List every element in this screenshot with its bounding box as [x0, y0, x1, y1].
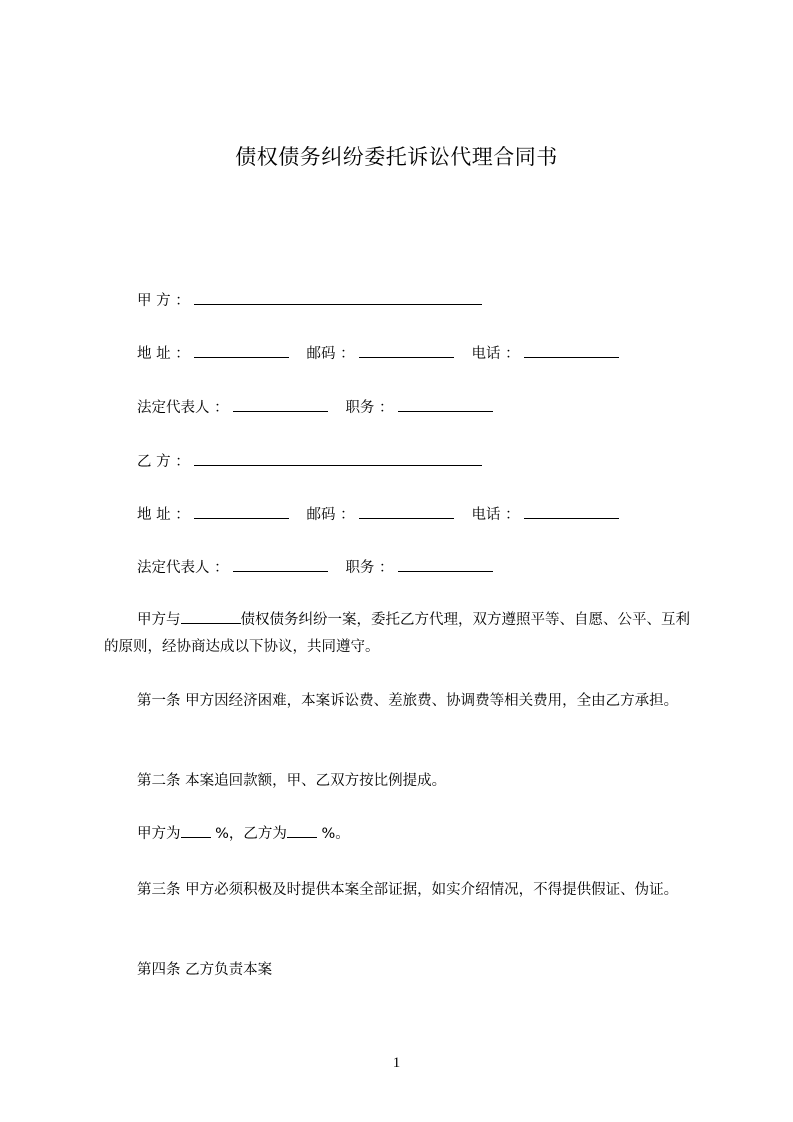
ratio-b-blank[interactable]: [287, 823, 317, 838]
party-b-position-label: 职务 ：: [345, 560, 394, 576]
party-a-postcode-blank[interactable]: [359, 343, 454, 358]
party-a-phone-label: 电话 ：: [471, 346, 520, 362]
party-b-postcode-blank[interactable]: [359, 504, 454, 519]
intro-prefix: 甲方与: [137, 612, 181, 628]
intro-suffix: 债权债务纠纷一案，委托乙方代理，双方遵照平等、自愿、公平、互利的原则，经协商达成以下协议，共同遵守。: [104, 612, 690, 655]
party-a-position-blank[interactable]: [398, 397, 493, 412]
intro-party-blank[interactable]: [181, 609, 241, 624]
party-a-address-line: [137, 343, 619, 365]
party-b-address-line: [137, 504, 619, 526]
party-a-phone-blank[interactable]: [524, 343, 619, 358]
party-a-line: [137, 290, 482, 312]
ratio-a-prefix: 甲方为: [137, 826, 181, 842]
page-number: 1: [392, 1055, 401, 1071]
ratio-a-blank[interactable]: [181, 823, 211, 838]
party-b-address-blank[interactable]: [194, 504, 289, 519]
party-b-blank[interactable]: [194, 451, 482, 466]
party-b-address-label: 地 址 ：: [137, 507, 190, 523]
party-b-phone-blank[interactable]: [524, 504, 619, 519]
party-a-label: 甲 方 ：: [137, 293, 190, 309]
party-a-legal-rep-line: [137, 397, 493, 419]
article-4: 第四条 乙方负责本案: [137, 962, 273, 978]
party-a-legal-rep-blank[interactable]: [233, 397, 328, 412]
party-b-postcode-label: 邮码 ：: [306, 507, 355, 523]
party-b-legal-rep-label: 法定代表人 ：: [137, 560, 229, 576]
party-a-address-label: 地 址 ：: [137, 346, 190, 362]
party-a-position-label: 职务 ：: [345, 400, 394, 416]
ratio-line: [137, 823, 350, 845]
party-b-legal-rep-blank[interactable]: [233, 557, 328, 572]
document-title: 债权债务纠纷委托诉讼代理合同书: [235, 145, 558, 169]
party-b-legal-rep-line: [137, 557, 493, 579]
party-a-legal-rep-label: 法定代表人 ：: [137, 400, 229, 416]
party-b-line: [137, 451, 482, 473]
article-1: 第一条 甲方因经济困难，本案诉讼费、差旅费、协调费等相关费用，全由乙方承担。: [137, 693, 679, 709]
party-b-phone-label: 电话 ：: [471, 507, 520, 523]
party-b-label: 乙 方 ：: [137, 454, 190, 470]
article-2: 第二条 本案追回款额，甲、乙双方按比例提成。: [137, 773, 447, 789]
ratio-a-suffix: %，乙方为: [210, 826, 287, 842]
ratio-b-suffix: %。: [316, 826, 350, 842]
party-b-position-blank[interactable]: [398, 557, 493, 572]
party-a-address-blank[interactable]: [194, 343, 289, 358]
intro-paragraph: [104, 607, 704, 661]
article-3: 第三条 甲方必须积极及时提供本案全部证据，如实介绍情况，不得提供假证、伪证。: [137, 882, 679, 898]
party-a-postcode-label: 邮码 ：: [306, 346, 355, 362]
party-a-blank[interactable]: [194, 290, 482, 305]
